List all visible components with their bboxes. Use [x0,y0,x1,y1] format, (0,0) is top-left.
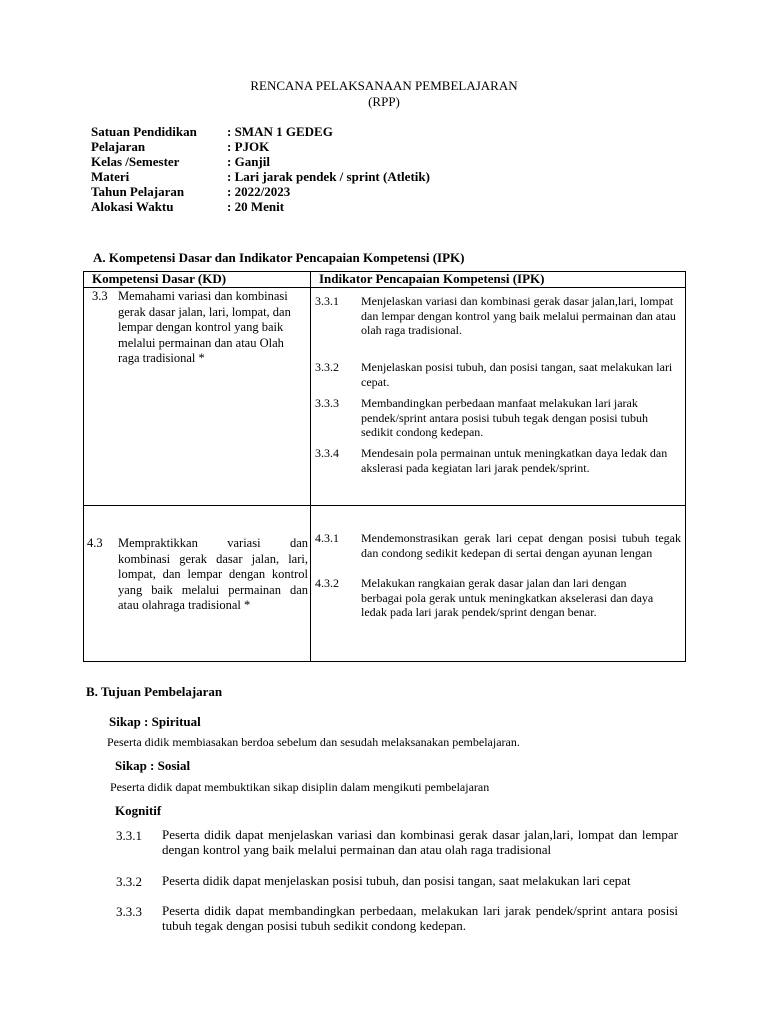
kognitif-label: Kognitif [115,803,162,818]
ipk-number: 3.3.2 [315,360,339,374]
ipk-text: Menjelaskan variasi dan kombinasi gerak dasar jalan,lari, lompat dan lempar dengan kontrol yang baik melalui permainan dan atau olah raga tradisional. [361,294,676,337]
kd-cell [84,506,311,662]
objective-text: Peserta didik dapat membandingkan perbedaan, melakukan lari jarak pendek/sprint antara posisi tubuh tegak dengan posisi tubuh sedikit condong kedepan. [162,903,678,933]
document-title: RENCANA PELAKSANAAN PEMBELAJARAN [250,78,518,93]
competency-table [83,271,686,662]
column-header-ipk: Indikator Pencapaian Kompetensi (IPK) [311,272,686,288]
objective-text: Peserta didik dapat menjelaskan posisi tubuh, dan posisi tangan, saat melakukan lari cepat [162,873,631,888]
ipk-text: Melakukan rangkaian gerak dasar jalan dan lari dengan berbagai pola gerak untuk meningkatkan akselerasi dan daya ledak pada lari jarak pendek/sprint dengan benar. [361,576,654,619]
meta-value: : Ganjil [227,154,270,169]
meta-label: Alokasi Waktu [91,199,174,214]
meta-label: Materi [91,169,130,184]
ipk-number: 4.3.1 [315,531,339,545]
column-header-kd: Kompetensi Dasar (KD) [84,272,311,288]
ipk-cell [311,288,686,506]
ipk-text: Menjelaskan posisi tubuh, dan posisi tangan, saat melakukan lari cepat. [361,360,673,389]
objective-number: 3.3.2 [116,874,142,889]
meta-value: : Lari jarak pendek / sprint (Atletik) [227,169,430,184]
kd-cell [84,288,311,506]
sosial-text: Peserta didik dapat membuktikan sikap disiplin dalam mengikuti pembelajaran [110,780,490,794]
meta-value: : 2022/2023 [227,184,291,199]
section-b-heading: B. Tujuan Pembelajaran [86,684,223,699]
ipk-number: 3.3.3 [315,396,339,410]
kd-number: 3.3 [92,289,108,303]
kd-number: 4.3 [87,536,103,550]
meta-value: : PJOK [227,139,270,154]
ipk-text: Membandingkan perbedaan manfaat melakukan lari jarak pendek/sprint antara posisi tubuh tegak dengan posisi tubuh sedikit condong kedepan. [361,396,648,439]
meta-label: Pelajaran [91,139,146,154]
objective-number: 3.3.1 [116,828,142,843]
ipk-text: Mendemonstrasikan gerak lari cepat dengan posisi tubuh tegak dan condong sedikit kedepan di sertai dengan ayunan lengan [361,531,681,560]
objective-text: Peserta didik dapat menjelaskan variasi dan kombinasi gerak dasar jalan,lari, lompat dan lempar dengan kontrol yang baik melalui permainan dan atau olah raga tradisional [162,827,678,857]
section-a-heading: A. Kompetensi Dasar dan Indikator Pencapaian Kompetensi (IPK) [93,250,465,265]
objective-number: 3.3.3 [116,904,142,919]
spiritual-text: Peserta didik membiasakan berdoa sebelum dan sesudah melaksanakan pembelajaran. [107,735,520,749]
meta-label: Satuan Pendidikan [91,124,197,139]
ipk-number: 3.3.1 [315,294,339,308]
kd-text: Memahami variasi dan kombinasi gerak dasar jalan, lari, lompat, dan lempar dengan kontrol yang baik melalui permainan dan atau Olah raga tradisional * [118,289,291,365]
document-subtitle: (RPP) [368,94,400,109]
kd-text: Mempraktikkan variasi dan kombinasi gerak dasar jalan, lari, lompat, dan lempar dengan kontrol yang baik melalui permainan dan atau olahraga tradisional * [118,536,308,612]
sosial-label: Sikap : Sosial [115,758,191,773]
ipk-cell [311,506,686,662]
meta-label: Kelas /Semester [91,154,180,169]
meta-label: Tahun Pelajaran [91,184,185,199]
ipk-number: 4.3.2 [315,576,339,590]
meta-value: : SMAN 1 GEDEG [227,124,333,139]
ipk-number: 3.3.4 [315,446,339,460]
ipk-text: Mendesain pola permainan untuk meningkatkan daya ledak dan akslerasi pada kegiatan lari jarak pendek/sprint. [361,446,668,475]
meta-value: : 20 Menit [227,199,285,214]
spiritual-label: Sikap : Spiritual [109,714,201,729]
